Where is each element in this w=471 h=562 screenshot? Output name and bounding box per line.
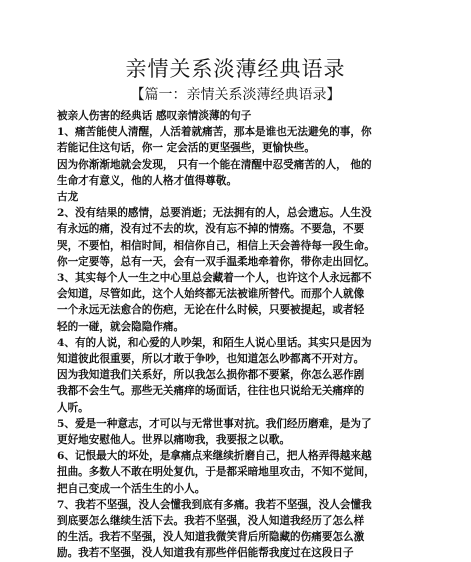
text-line: 因为你渐渐地就会发现， 只有一个能在清醒中忍受痛苦的人， 他的 — [57, 158, 372, 171]
text-line: 人听。 — [57, 401, 89, 414]
text-line: 我都不会生气。那些无关痛痒的场面话，往往也只说给无关痛痒的 — [57, 385, 365, 398]
text-line: 5、爱是一种意志，才可以与无常世事对抗。我们经历磨难，是为了 — [57, 417, 372, 430]
text-line: 3、其实每个人一生之中心里总会藏着一个人，也许这个人永远都不 — [57, 272, 372, 285]
text-line: 1、痛苦能使人清醒，人活着就痛苦，那本是谁也无法避免的事，你 — [57, 126, 372, 139]
text-line: 一个永远无法愈合的伤疤，无论在什么时候，只要被提起，或者轻 — [57, 304, 365, 317]
text-line: 更好地安慰他人。世界以痛吻我，我要报之以歌。 — [57, 434, 291, 447]
text-line: 若能记住这句话，你一 定会活的更坚强些，更愉快些。 — [57, 142, 315, 155]
text-line: 生命才有意义，他的人格才值得尊敬。 — [57, 174, 238, 187]
text-line: 轻的一碰，就会隐隐作痛。 — [57, 320, 185, 333]
text-line: 哭，不要怕，相信时间，相信你自己，相信上天会善待每一段生命。 — [57, 239, 375, 252]
text-line: 6、记恨最大的坏处，是拿痛点来继续折磨自己，把人格弄得越来越 — [57, 450, 372, 463]
text-line: 7、我若不坚强，没人会懂我到底有多痛。我若不坚强，没人会懂我 — [57, 498, 372, 511]
text-line: 把自己变成一个活生生的小人。 — [57, 482, 206, 495]
document-subtitle: 【篇一：亲情关系淡薄经典语录】 — [130, 87, 341, 103]
text-line: 因为我知道我们关系好，所以我怎么损你都不要紧，你怎么恶作剧 — [57, 369, 365, 382]
document-body — [57, 108, 417, 562]
text-line: 古龙 — [57, 191, 79, 204]
text-line: 有永远的痛，没有过不去的坎，没有忘不掉的情殇。不要急，不要 — [57, 223, 365, 236]
text-line: 会知道，尽管如此，这个人始终都无法被谁所替代。而那个人就像 — [57, 288, 365, 301]
text-line: 励。我若不坚强，没人知道我有那些伴侣能帮我度过在这段日子 — [57, 547, 354, 560]
text-line: 被亲人伤害的经典话 感叹亲情淡薄的句子 — [57, 110, 252, 122]
text-line: 到底要怎么继续生活下去。我若不坚强，没人知道我经历了怎么样 — [57, 515, 365, 528]
text-line: 2、没有结果的感情，总要消逝；无法拥有的人，总会遗忘。人生没 — [57, 207, 372, 220]
document-title: 亲情关系淡薄经典语录 — [125, 57, 346, 81]
text-line: 知道彼此很重要，所以才敢于争吵，也知道怎么吵都离不开对方。 — [57, 353, 365, 366]
text-line: 你一定要等，总有一天，会有一双手温柔地牵着你，带你走出回忆。 — [57, 255, 375, 268]
text-line: 扭曲。多数人不敢在明处复仇，于是都采暗地里攻击，不知不觉间， — [57, 466, 375, 479]
text-line: 的生活。我若不坚强，没人知道我微笑背后所隐藏的伤痛要怎么激 — [57, 531, 365, 544]
text-line: 4、有的人说，和心爱的人吵架，和陌生人说心里话。其实只是因为 — [57, 336, 372, 349]
